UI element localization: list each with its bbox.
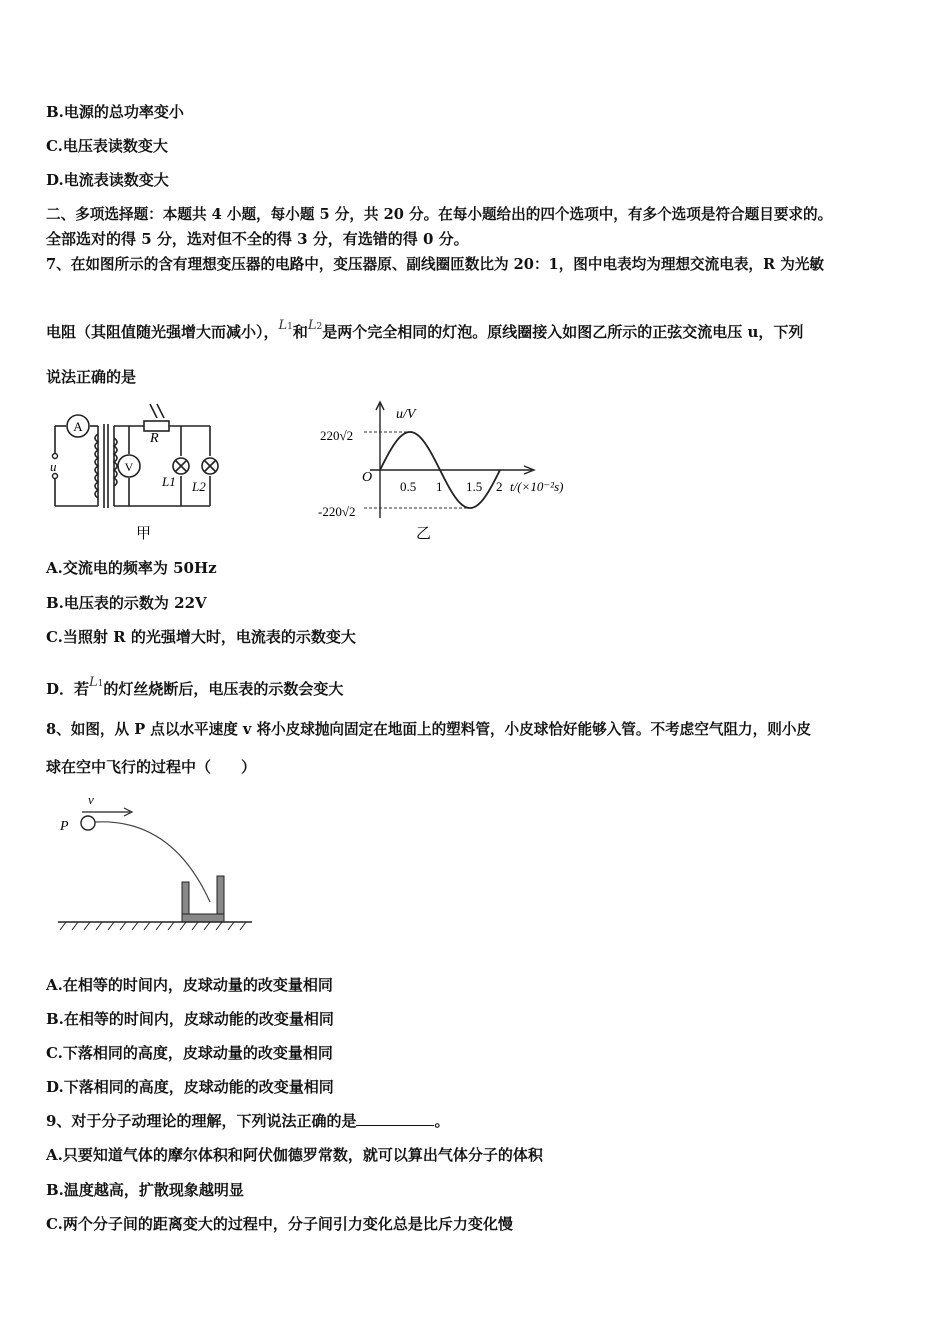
point-p-label: P xyxy=(60,819,69,834)
l1-symbol-d: L1 xyxy=(89,675,104,690)
q9-stem: 9、对于分子动理论的理解，下列说法正确的是 。 xyxy=(46,1112,450,1130)
q9-option-b: B.温度越高，扩散现象越明显 xyxy=(46,1181,244,1199)
option-c: C.电压表读数变大 xyxy=(46,137,168,155)
origin-label: O xyxy=(362,470,373,485)
answer-blank xyxy=(356,1111,434,1126)
y-axis-label: u/V xyxy=(396,407,416,422)
q9-option-a: A.只要知道气体的摩尔体积和阿伏伽德罗常数，就可以算出气体分子的体积 xyxy=(46,1146,543,1164)
q7-option-b: B.电压表的示数为 22V xyxy=(46,594,207,612)
x-tick-label: 1.5 xyxy=(466,479,483,494)
q7-option-d: D．若L1的灯丝烧断后，电压表的示数会变大 xyxy=(46,675,344,698)
q8-option-a: A.在相等的时间内，皮球动量的改变量相同 xyxy=(46,976,333,994)
source-label: u xyxy=(50,459,57,474)
section-heading-line2: 全部选对的得 5 分，选对但不全的得 3 分，有选错的得 0 分。 xyxy=(46,230,469,248)
figure-b-caption: 乙 xyxy=(416,526,432,542)
q8-option-d: D.下落相同的高度，皮球动能的改变量相同 xyxy=(46,1078,334,1096)
lamp2-label: L2 xyxy=(192,479,206,494)
circuit-diagram xyxy=(44,398,224,544)
resistor-label: R xyxy=(150,431,159,446)
voltage-waveform-chart xyxy=(310,398,600,544)
q7-option-c: C.当照射 R 的光强增大时，电流表的示数变大 xyxy=(46,628,356,646)
x-tick-label: 0.5 xyxy=(400,479,417,494)
q8-stem-line1: 8、如图，从 P 点以水平速度 v 将小皮球抛向固定在地面上的塑料管，小皮球恰好能够入管。不考虑空气阻力，则小皮 xyxy=(46,721,812,738)
ball xyxy=(81,816,95,830)
l1-symbol: L1 xyxy=(278,318,293,333)
q8-stem-line2: 球在空中飞行的过程中（ ） xyxy=(46,758,257,776)
trajectory xyxy=(95,822,210,902)
y-max-label: 220√2 xyxy=(320,428,354,443)
l2-symbol: L2 xyxy=(307,318,323,333)
option-d: D.电流表读数变大 xyxy=(46,171,169,189)
ammeter-label: A xyxy=(73,419,83,434)
x-tick-label: 2 xyxy=(496,479,503,494)
pipe-bottom xyxy=(182,914,224,922)
q7-stem-line3: 说法正确的是 xyxy=(46,368,137,386)
x-tick-label: 1 xyxy=(436,479,443,494)
projectile-diagram xyxy=(52,790,262,940)
option-b: B.电源的总功率变小 xyxy=(46,103,184,121)
x-axis-label: t/(×10⁻²s) xyxy=(510,479,564,494)
voltmeter-label: V xyxy=(124,460,134,474)
q8-option-b: B.在相等的时间内，皮球动能的改变量相同 xyxy=(46,1010,334,1028)
q7-option-a: A.交流电的频率为 50Hz xyxy=(46,559,217,577)
q7-stem-line2: 电阻（其阻值随光强增大而减小），L1和L2是两个完全相同的灯泡。原线圈接入如图乙所示的正弦交流电压 u，下列 xyxy=(46,318,804,341)
ground-hatching xyxy=(60,922,246,930)
q8-option-c: C.下落相同的高度，皮球动量的改变量相同 xyxy=(46,1044,333,1062)
lamp1-label: L1 xyxy=(162,474,176,489)
q9-option-c: C.两个分子间的距离变大的过程中，分子间引力变化总是比斥力变化慢 xyxy=(46,1215,513,1233)
figure-a-caption: 甲 xyxy=(136,526,152,542)
y-min-label: -220√2 xyxy=(318,504,356,519)
velocity-label: v xyxy=(88,792,94,807)
section-heading-line1: 二、多项选择题：本题共 4 小题，每小题 5 分，共 20 分。在每小题给出的四个选项中，有多个选项是符合题目要求的。 xyxy=(46,206,833,223)
q7-stem-line1: 7、在如图所示的含有理想变压器的电路中，变压器原、副线圈匝数比为 20：1，图中电表均为理想交流电表，R 为光敏 xyxy=(46,256,825,273)
